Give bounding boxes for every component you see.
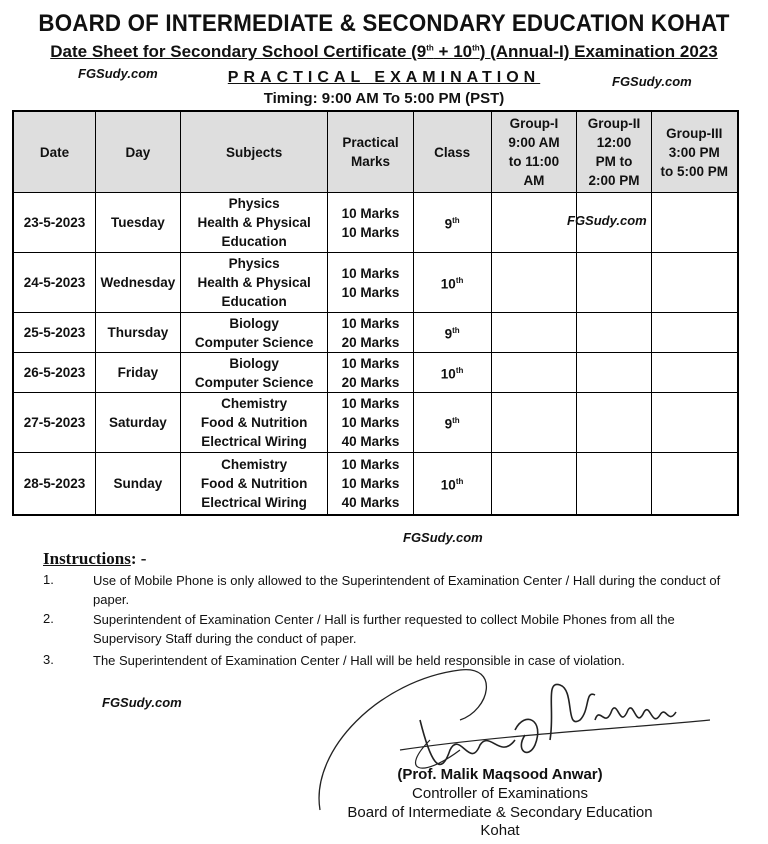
subject-line: Biology xyxy=(229,355,279,371)
table-row xyxy=(13,353,738,393)
watermark-mid: FGSudy.com xyxy=(403,530,483,545)
row-group-1 xyxy=(491,193,577,253)
row-subjects xyxy=(180,453,328,515)
subject-line: Electrical Wiring xyxy=(201,434,307,449)
row-day: Tuesday xyxy=(96,193,181,253)
datesheet-sup: th xyxy=(426,43,434,53)
row-group-3 xyxy=(651,393,738,453)
subject-line: Physics xyxy=(228,256,280,271)
row-class xyxy=(413,353,491,393)
row-group-1 xyxy=(491,453,577,515)
header-marks: Practical Marks xyxy=(328,111,413,193)
row-group-1 xyxy=(491,353,577,393)
row-group-1 xyxy=(491,313,577,353)
row-date: 24-5-2023 xyxy=(13,253,96,313)
instruction-text: Superintendent of Examination Center / Hall is further requested to collect Mobile Phones from all the Supervisory Staff during the conduct of paper. xyxy=(93,612,675,646)
row-class xyxy=(413,193,491,253)
class-number: 9 xyxy=(444,326,453,342)
class-sup: th xyxy=(452,416,460,426)
row-group-3 xyxy=(651,253,738,313)
signatory-title: Controller of Examinations xyxy=(412,785,588,802)
class-sup: th xyxy=(455,366,464,376)
class-sup: th xyxy=(452,326,460,336)
row-subjects xyxy=(180,313,328,353)
class-number: 9 xyxy=(444,416,453,432)
row-class xyxy=(413,453,491,515)
row-group-2 xyxy=(577,453,651,515)
row-date: 23-5-2023 xyxy=(13,193,96,253)
header-day: Day xyxy=(96,111,181,193)
row-subjects xyxy=(180,353,328,393)
datesheet-sup: th xyxy=(472,43,480,53)
instruction-text: Use of Mobile Phone is only allowed to the Superintendent of Examination Center / Hall during the conduct of paper. xyxy=(93,573,721,607)
row-marks xyxy=(328,393,413,453)
board-title: BOARD OF INTERMEDIATE & SECONDARY EDUCATION KOHAT xyxy=(38,10,730,37)
row-class xyxy=(413,253,491,313)
instruction-number: 2. xyxy=(43,611,54,626)
subject-line: Biology xyxy=(229,315,279,331)
marks-line: 10 Marks xyxy=(341,205,400,221)
header-group-1 xyxy=(491,111,577,193)
row-group-2 xyxy=(577,313,651,353)
instructions-heading xyxy=(43,549,146,569)
row-group-2 xyxy=(577,393,651,453)
group-3-line: 3:00 PM xyxy=(668,144,720,160)
row-subjects xyxy=(180,393,328,453)
subject-line: Education xyxy=(221,234,287,249)
row-subjects xyxy=(180,193,328,253)
marks-line: 10 Marks xyxy=(341,415,400,430)
row-marks xyxy=(328,313,413,353)
row-subjects xyxy=(180,253,328,313)
marks-line: 10 Marks xyxy=(341,224,400,240)
row-group-2 xyxy=(577,353,651,393)
datesheet-table xyxy=(12,110,739,516)
table-row xyxy=(13,253,738,313)
datesheet-title-part: ) (Annual-I) Examination 2023 xyxy=(479,42,718,61)
marks-line: 10 Marks xyxy=(341,265,400,281)
timing-line: Timing: 9:00 AM To 5:00 PM (PST) xyxy=(263,90,505,107)
class-number: 10 xyxy=(440,477,456,493)
watermark-bottom-left: FGSudy.com xyxy=(102,695,182,710)
instructions-heading-text: Instructions xyxy=(43,549,131,568)
row-group-3 xyxy=(651,453,738,515)
subject-line: Chemistry xyxy=(221,396,288,411)
row-group-1 xyxy=(491,393,577,453)
group-1-line: to 11:00 xyxy=(508,154,560,169)
row-day: Sunday xyxy=(96,453,181,515)
subject-line: Chemistry xyxy=(221,456,288,472)
row-class xyxy=(413,393,491,453)
datesheet-title xyxy=(0,42,768,62)
instruction-number: 1. xyxy=(43,572,54,587)
signatory-name: (Prof. Malik Maqsood Anwar) xyxy=(397,766,603,783)
watermark-top-right: FGSudy.com xyxy=(612,74,692,89)
header-group-3 xyxy=(651,111,738,193)
group-2-line: PM to xyxy=(595,154,633,169)
table-row xyxy=(13,393,738,453)
marks-line: 20 Marks xyxy=(341,334,400,350)
row-day: Saturday xyxy=(96,393,181,453)
class-sup: th xyxy=(452,216,460,226)
group-1-line: 9:00 AM xyxy=(508,135,560,150)
subject-line: Food & Nutrition xyxy=(200,475,308,491)
group-2-line: 2:00 PM xyxy=(588,173,640,188)
table-row xyxy=(13,313,738,353)
marks-line: 40 Marks xyxy=(341,494,400,510)
header-group-2 xyxy=(577,111,651,193)
row-marks xyxy=(328,193,413,253)
row-day: Thursday xyxy=(96,313,181,353)
class-sup: th xyxy=(455,477,464,486)
instruction-text: The Superintendent of Examination Center / Hall will be held responsible in case of violation. xyxy=(93,653,625,668)
watermark-top-left: FGSudy.com xyxy=(78,66,158,81)
row-marks xyxy=(328,353,413,393)
instructions-heading-suffix: : - xyxy=(130,549,147,568)
row-marks xyxy=(328,453,413,515)
subject-line: Computer Science xyxy=(194,334,314,350)
row-date: 26-5-2023 xyxy=(13,353,96,393)
group-3-line: to 5:00 PM xyxy=(660,163,729,179)
row-date: 28-5-2023 xyxy=(13,453,96,515)
subject-line: Education xyxy=(221,294,287,309)
row-date: 25-5-2023 xyxy=(13,313,96,353)
table-header-row xyxy=(13,111,738,193)
group-1-line: AM xyxy=(523,173,545,188)
exam-type-title: PRACTICAL EXAMINATION xyxy=(227,69,541,86)
marks-line: 10 Marks xyxy=(341,355,400,371)
subject-line: Food & Nutrition xyxy=(200,415,308,430)
marks-line: 40 Marks xyxy=(341,434,400,449)
subject-line: Health & Physical xyxy=(197,215,311,230)
row-class xyxy=(413,313,491,353)
row-group-3 xyxy=(651,193,738,253)
datesheet-title-part: + 10 xyxy=(433,42,473,61)
group-2-line: 12:00 xyxy=(596,135,632,150)
marks-line: 10 Marks xyxy=(341,456,400,472)
row-day: Wednesday xyxy=(96,253,181,313)
class-sup: th xyxy=(455,276,464,286)
row-marks xyxy=(328,253,413,313)
group-3-line: Group-III xyxy=(666,125,723,141)
subject-line: Computer Science xyxy=(194,374,314,390)
class-number: 10 xyxy=(440,366,456,382)
datesheet-title-part: Date Sheet for Secondary School Certificate (9 xyxy=(50,42,427,61)
marks-line: 10 Marks xyxy=(341,284,400,300)
header-class: Class xyxy=(413,111,491,193)
header-subjects: Subjects xyxy=(180,111,328,193)
signatory-org: Board of Intermediate & Secondary Education xyxy=(347,804,653,821)
group-1-line: Group-I xyxy=(509,116,559,131)
header-date: Date xyxy=(13,111,96,193)
row-date: 27-5-2023 xyxy=(13,393,96,453)
marks-line: 10 Marks xyxy=(341,315,400,331)
marks-line: 10 Marks xyxy=(341,475,400,491)
group-2-line: Group-II xyxy=(587,116,641,131)
signatory-city: Kohat xyxy=(480,822,520,839)
row-group-3 xyxy=(651,353,738,393)
subject-line: Physics xyxy=(228,196,280,211)
table-row xyxy=(13,453,738,515)
watermark-table: FGSudy.com xyxy=(567,213,647,228)
subject-line: Health & Physical xyxy=(197,275,311,290)
class-number: 9 xyxy=(444,216,453,232)
marks-line: 20 Marks xyxy=(341,374,400,390)
subject-line: Electrical Wiring xyxy=(201,494,307,510)
row-group-2 xyxy=(577,253,651,313)
row-day: Friday xyxy=(96,353,181,393)
instruction-number: 3. xyxy=(43,652,54,667)
row-group-3 xyxy=(651,313,738,353)
class-number: 10 xyxy=(440,276,456,292)
marks-line: 10 Marks xyxy=(341,396,400,411)
row-group-1 xyxy=(491,253,577,313)
